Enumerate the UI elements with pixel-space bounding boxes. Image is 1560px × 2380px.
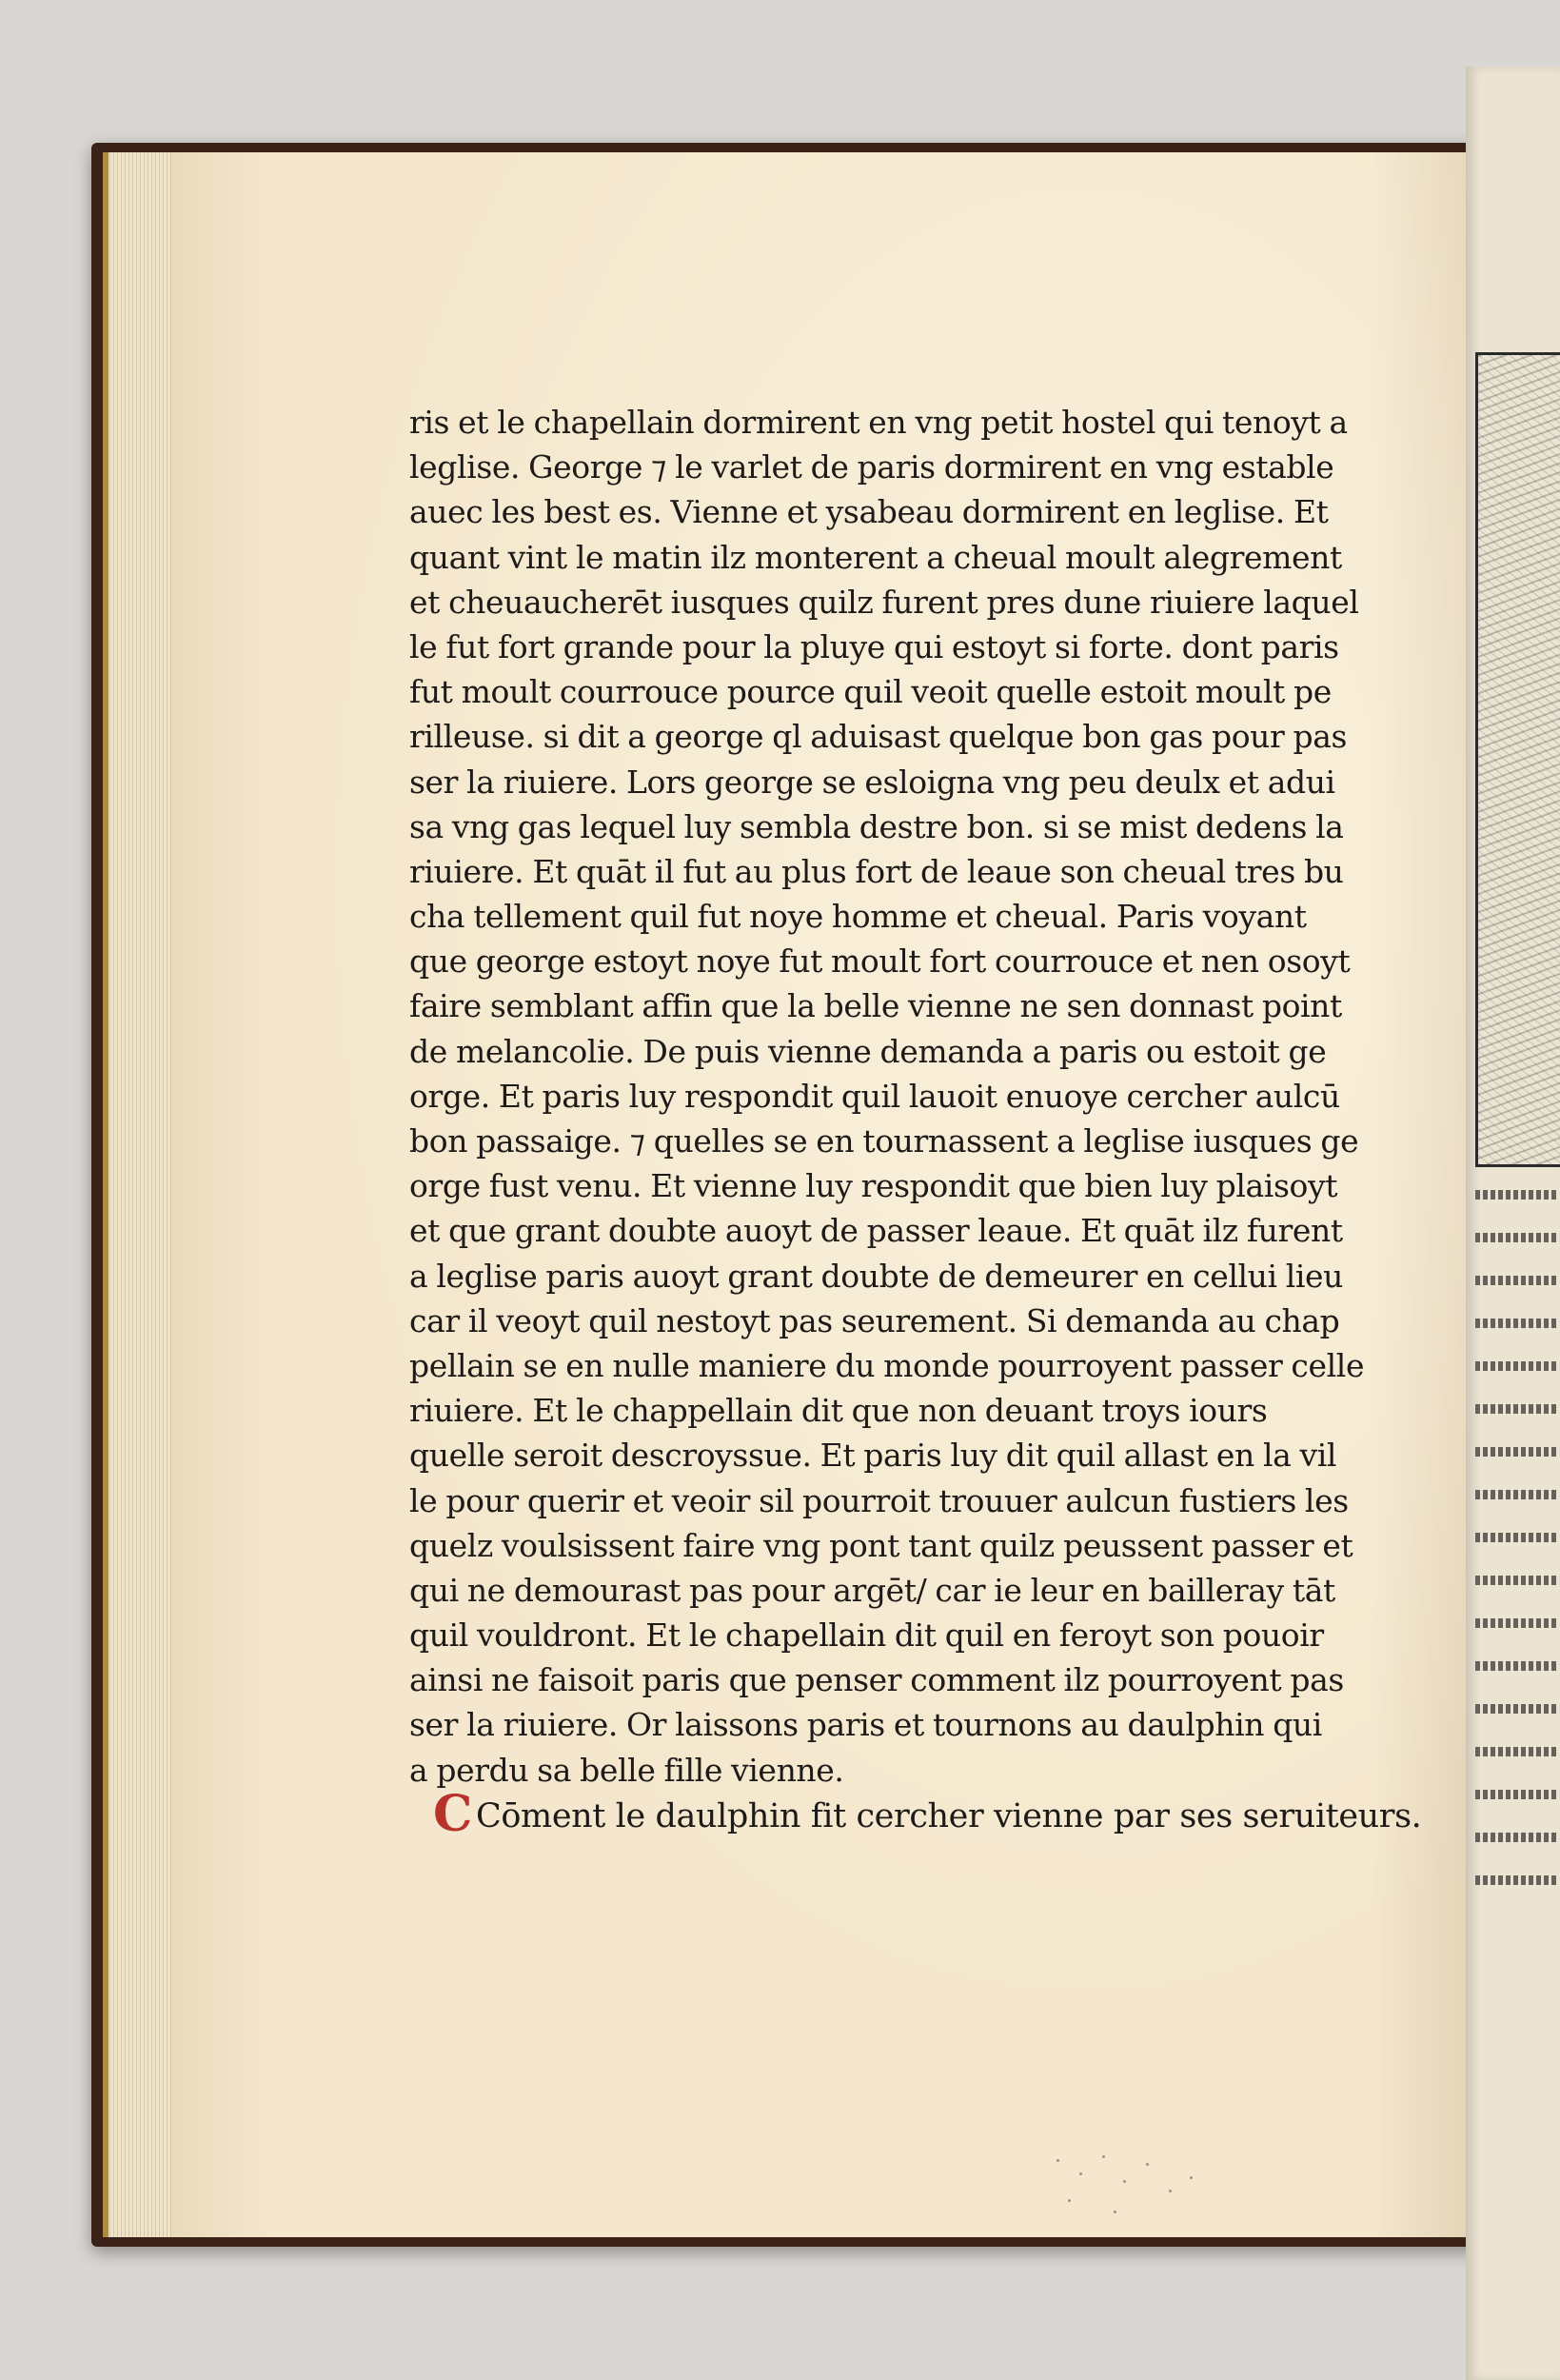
facing-text-line bbox=[1475, 1833, 1556, 1842]
text-line: quant vint le matin ilz monterent a cheual moult alegrement bbox=[409, 538, 1342, 576]
facing-text-line bbox=[1475, 1447, 1556, 1457]
text-line: et que grant doubte auoyt de passer leaue. Et quāt ilz furent bbox=[409, 1212, 1343, 1250]
facing-text-line bbox=[1475, 1618, 1556, 1628]
text-line: quelz voulsissent faire vng pont tant quilz peussent passer et bbox=[409, 1526, 1353, 1564]
text-line: de melancolie. De puis vienne demanda a paris ou estoit ge bbox=[409, 1032, 1327, 1070]
body-text bbox=[409, 400, 1418, 1793]
gilt-edge bbox=[103, 152, 109, 2237]
text-line: riuiere. Et le chappellain dit que non deuant troys iours bbox=[409, 1392, 1268, 1430]
text-line: a leglise paris auoyt grant doubte de demeurer en cellui lieu bbox=[409, 1257, 1344, 1295]
facing-text-line bbox=[1475, 1319, 1556, 1328]
facing-page bbox=[1466, 67, 1560, 2380]
text-line: ris et le chapellain dormirent en vng petit hostel qui tenoyt a bbox=[409, 404, 1348, 441]
text-line: rilleuse. si dit a george ql aduisast quelque bon gas pour pas bbox=[409, 718, 1348, 756]
page-edges bbox=[103, 152, 179, 2237]
facing-text-line bbox=[1475, 1747, 1556, 1756]
facing-text-line bbox=[1475, 1233, 1556, 1242]
facing-text-line bbox=[1475, 1533, 1556, 1542]
text-line: quil vouldront. Et le chapellain dit quil en feroyt son pouoir bbox=[409, 1616, 1324, 1655]
facing-text-line bbox=[1475, 1490, 1556, 1499]
text-line: cha tellement quil fut noye homme et cheual. Paris voyant bbox=[409, 898, 1307, 936]
text-line: leglise. George ⁊ le varlet de paris dormirent en vng estable bbox=[409, 448, 1334, 486]
text-line: quelle seroit descroyssue. Et paris luy dit quil allast en la vil bbox=[409, 1437, 1337, 1475]
text-line: ser la riuiere. Lors george se esloigna vng peu deulx et adui bbox=[409, 763, 1335, 801]
text-line: faire semblant affin que la belle vienne ne sen donnast point bbox=[409, 987, 1342, 1025]
text-line: riuiere. Et quāt il fut au plus fort de leaue son cheual tres bu bbox=[409, 852, 1344, 890]
text-line: auec les best es. Vienne et ysabeau dormirent en leglise. Et bbox=[409, 493, 1329, 531]
text-line: orge fust venu. Et vienne luy respondit que bien luy plaisoyt bbox=[409, 1167, 1338, 1205]
facing-text-line bbox=[1475, 1661, 1556, 1671]
facing-text-line bbox=[1475, 1361, 1556, 1371]
text-line: que george estoyt noye fut moult fort courrouce et nen osoyt bbox=[409, 942, 1351, 981]
text-line: le fut fort grande pour la pluye qui estoyt si forte. dont paris bbox=[409, 627, 1339, 665]
text-line: et cheuaucherēt iusques quilz furent pres dune riuiere laquel bbox=[409, 583, 1359, 621]
rubric-pilcrow: C bbox=[433, 1785, 472, 1843]
woodcut-illustration bbox=[1475, 352, 1560, 1167]
text-line: pellain se en nulle maniere du monde pourroyent passer celle bbox=[409, 1346, 1365, 1384]
text-line: ainsi ne faisoit paris que penser comment ilz pourroyent pas bbox=[409, 1661, 1344, 1699]
text-line: fut moult courrouce pource quil veoit quelle estoit moult pe bbox=[409, 673, 1332, 711]
chapter-heading-text: Cōment le daulphin fit cercher vienne par ses seruiteurs. bbox=[476, 1797, 1422, 1835]
text-line: qui ne demourast pas pour argēt/ car ie leur en bailleray tāt bbox=[409, 1571, 1335, 1609]
facing-text-line bbox=[1475, 1190, 1556, 1200]
facing-text-line bbox=[1475, 1576, 1556, 1585]
text-line: le pour querir et veoir sil pourroit trouuer aulcun fustiers les bbox=[409, 1481, 1349, 1519]
text-line: bon passaige. ⁊ quelles se en tournassent a leglise iusques ge bbox=[409, 1122, 1359, 1160]
text-line: orge. Et paris luy respondit quil lauoit enuoye cercher aulcū bbox=[409, 1077, 1340, 1115]
facing-text-line bbox=[1475, 1276, 1556, 1285]
text-line: car il veoyt quil nestoyt pas seurement. Si demanda au chap bbox=[409, 1301, 1340, 1339]
text-line: a perdu sa belle fille vienne. bbox=[409, 1751, 844, 1789]
text-line: sa vng gas lequel luy sembla destre bon. si se mist dedens la bbox=[409, 807, 1344, 845]
paper-foxing bbox=[1047, 2152, 1237, 2247]
facing-text-line bbox=[1475, 1404, 1556, 1414]
facing-text-line bbox=[1475, 1875, 1556, 1885]
chapter-heading bbox=[433, 1786, 1442, 1843]
facing-text-line bbox=[1475, 1790, 1556, 1799]
facing-text-line bbox=[1475, 1704, 1556, 1714]
text-line: ser la riuiere. Or laissons paris et tournons au daulphin qui bbox=[409, 1706, 1322, 1744]
